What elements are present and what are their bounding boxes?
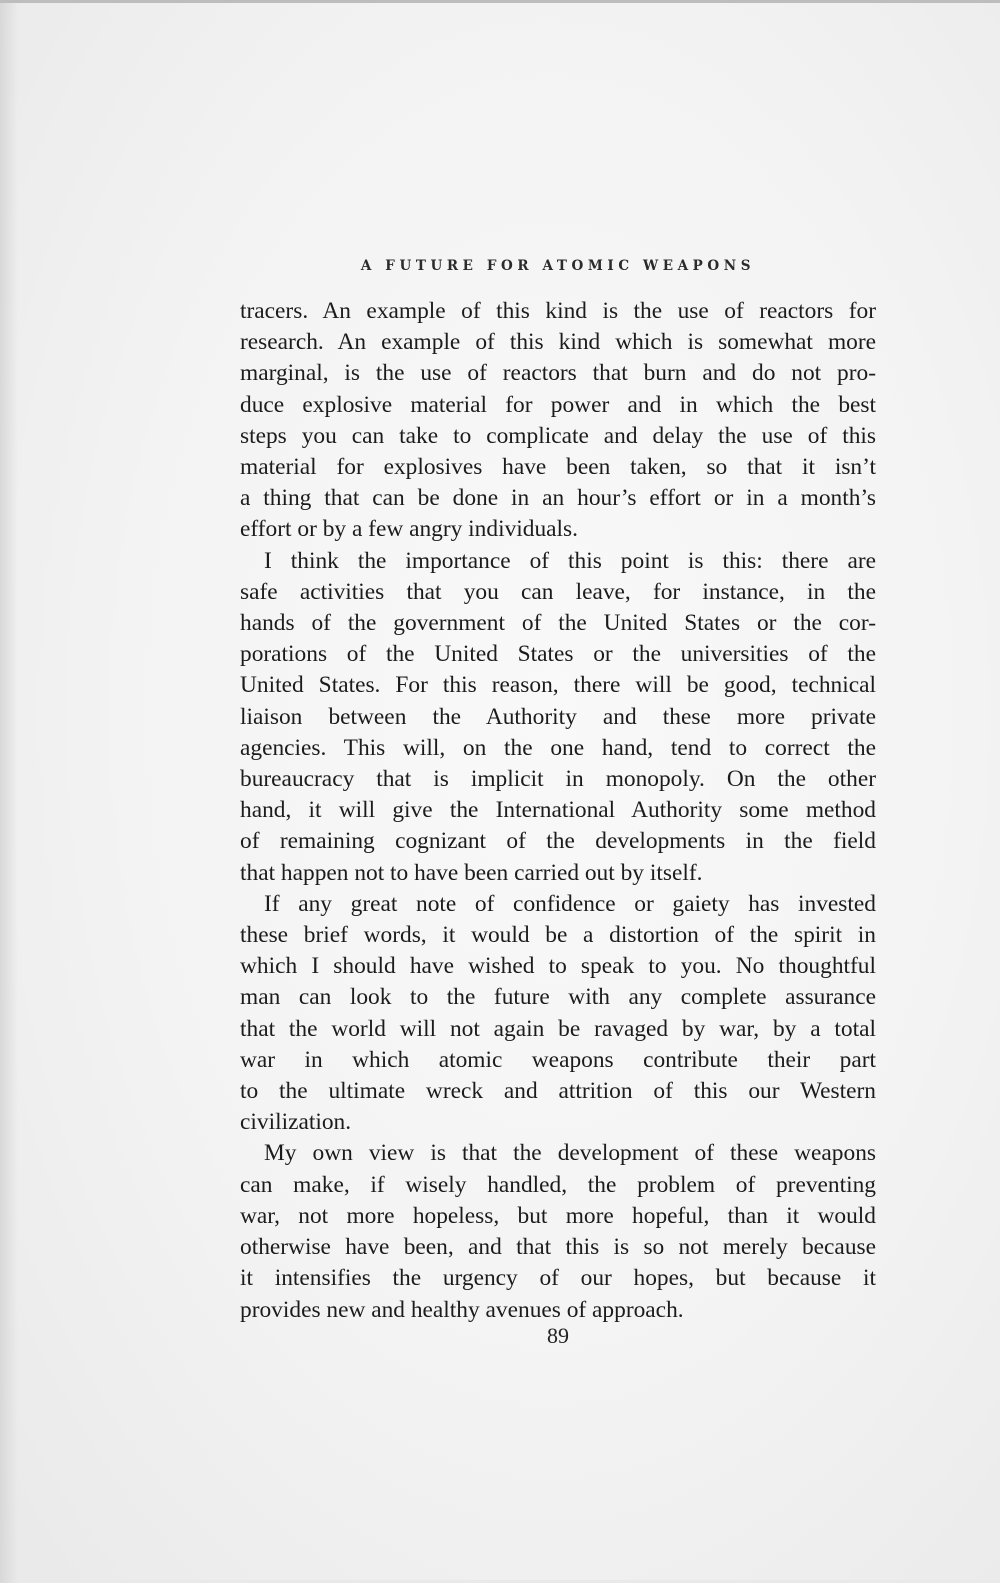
text-line: these brief words, it would be a distortion of the spirit in [240,922,876,949]
text-line: duce explosive material for power and in which the best [240,391,876,418]
text-line: war in which atomic weapons contribute their part [240,1046,876,1073]
text-line: United States. For this reason, there will be good, technical [240,672,876,699]
text-line: marginal, is the use of reactors that burn and do not pro- [240,360,876,387]
text-line: liaison between the Authority and these more private [240,703,876,730]
paragraph-3 [240,889,876,1139]
text-line: war, not more hopeless, but more hopeful, than it would [240,1202,876,1229]
text-line: can make, if wisely handled, the problem of preventing [240,1171,876,1198]
text-line: which I should have wished to speak to you. No thoughtful [240,953,876,980]
text-line: hand, it will give the International Authority some method [240,797,876,824]
text-line: My own view is that the development of these weapons [264,1140,876,1167]
body-text [240,296,876,1326]
paragraph-2 [240,546,876,889]
text-line: If any great note of confidence or gaiety has invested [264,890,876,917]
text-line: tracers. An example of this kind is the use of reactors for [240,298,876,324]
text-line: that the world will not again be ravaged by war, by a total [240,1015,876,1042]
text-line: it intensifies the urgency of our hopes, but because it [240,1265,876,1292]
running-head: A FUTURE FOR ATOMIC WEAPONS [360,258,756,274]
text-line: safe activities that you can leave, for instance, in the [240,578,876,605]
text-line: that happen not to have been carried out by itself. [240,859,703,886]
text-line: otherwise have been, and that this is so not merely because [240,1234,876,1261]
paragraph-4 [240,1138,876,1325]
text-line: bureaucracy that is implicit in monopoly. On the other [240,766,876,793]
text-line: effort or by a few angry individuals. [240,516,578,543]
text-line: agencies. This will, on the one hand, tend to correct the [240,734,876,761]
text-line: steps you can take to complicate and delay the use of this [240,422,876,449]
page-gutter-shadow [0,3,18,1583]
text-line: material for explosives have been taken, so that it isn’t [240,454,876,481]
text-line: civilization. [240,1109,352,1136]
page-number: 89 [547,1323,569,1348]
text-line: hands of the government of the United States or the cor- [240,610,876,637]
text-line: a thing that can be done in an hour’s effort or in a month’s [240,485,876,512]
text-line: of remaining cognizant of the developments in the field [240,828,876,855]
text-line: man can look to the future with any complete assurance [240,984,876,1011]
paragraph-1 [240,296,876,546]
text-line: I think the importance of this point is this: there are [264,547,876,574]
text-line: research. An example of this kind which is somewhat more [240,329,876,356]
text-line: to the ultimate wreck and attrition of this our Western [240,1078,876,1105]
text-line: porations of the United States or the universities of the [240,641,876,668]
text-line: provides new and healthy avenues of approach. [240,1296,684,1323]
